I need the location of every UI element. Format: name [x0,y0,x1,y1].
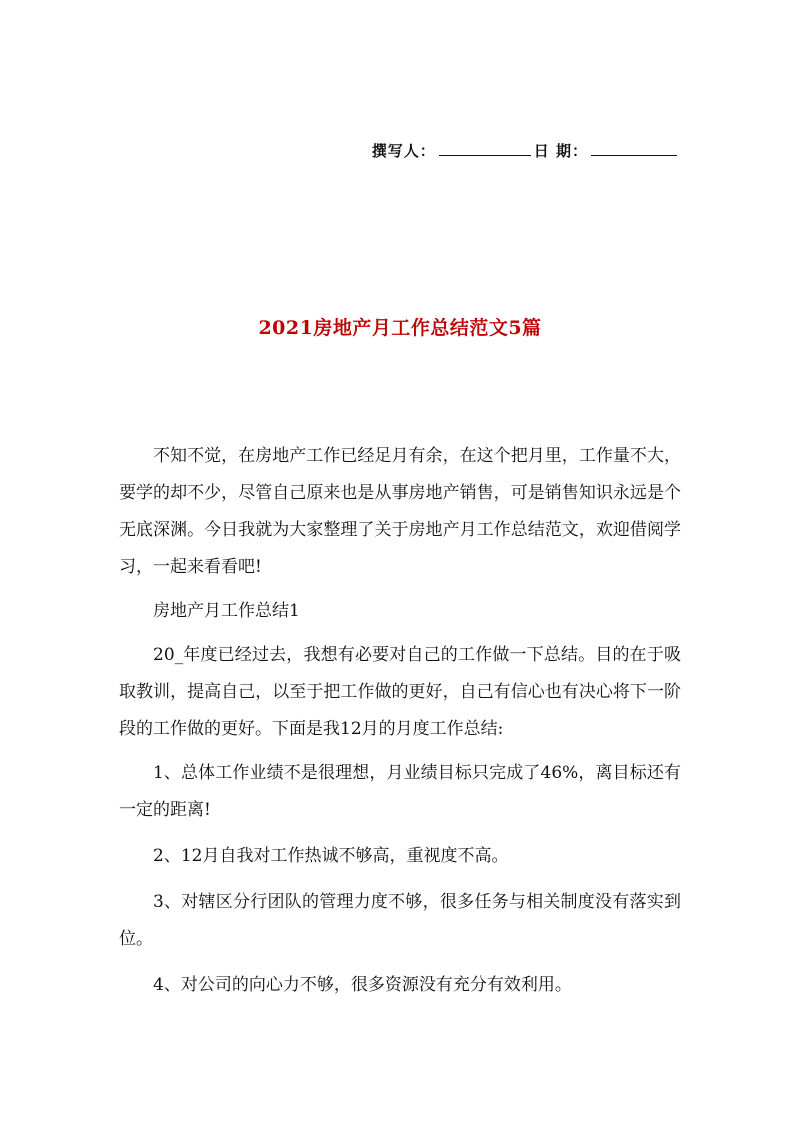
author-date-line [372,140,680,161]
author-blank-field [439,141,531,156]
section-heading: 房地产月工作总结1 [153,601,300,621]
intro-paragraph: 不知不觉，在房地产工作已经足月有余，在这个把月里，工作量不大，要学的却不少，尽管自己原来也是从事房地产销售，可是销售知识永远是个无底深渊。今日我就为大家整理了关于房地产月工作总结范文，欢迎借阅学习，一起来看看吧! [119,446,681,577]
list-item: 2、12月自我对工作热诚不够高，重视度不高。 [153,846,509,866]
body-paragraph: 20_年度已经过去，我想有必要对自己的工作做一下总结。目的在于吸取教训，提高自己，以至于把工作做的更好，自己有信心也有决心将下一阶段的工作做的更好。下面是我12月的月度工作总结: [119,645,681,739]
document-title: 2021房地产月工作总结范文5篇 [258,317,542,339]
date-label: 日 期： [533,142,588,160]
document-body [119,438,681,1013]
list-item: 1、总体工作业绩不是很理想，月业绩目标只完成了46%，离目标还有一定的距离! [119,763,681,820]
author-label: 撰写人： [371,142,436,160]
date-blank-field [591,141,677,156]
list-item: 3、对辖区分行团队的管理力度不够，很多任务与相关制度没有落实到位。 [119,892,681,949]
list-item: 4、对公司的向心力不够，很多资源没有充分有效利用。 [153,975,572,995]
